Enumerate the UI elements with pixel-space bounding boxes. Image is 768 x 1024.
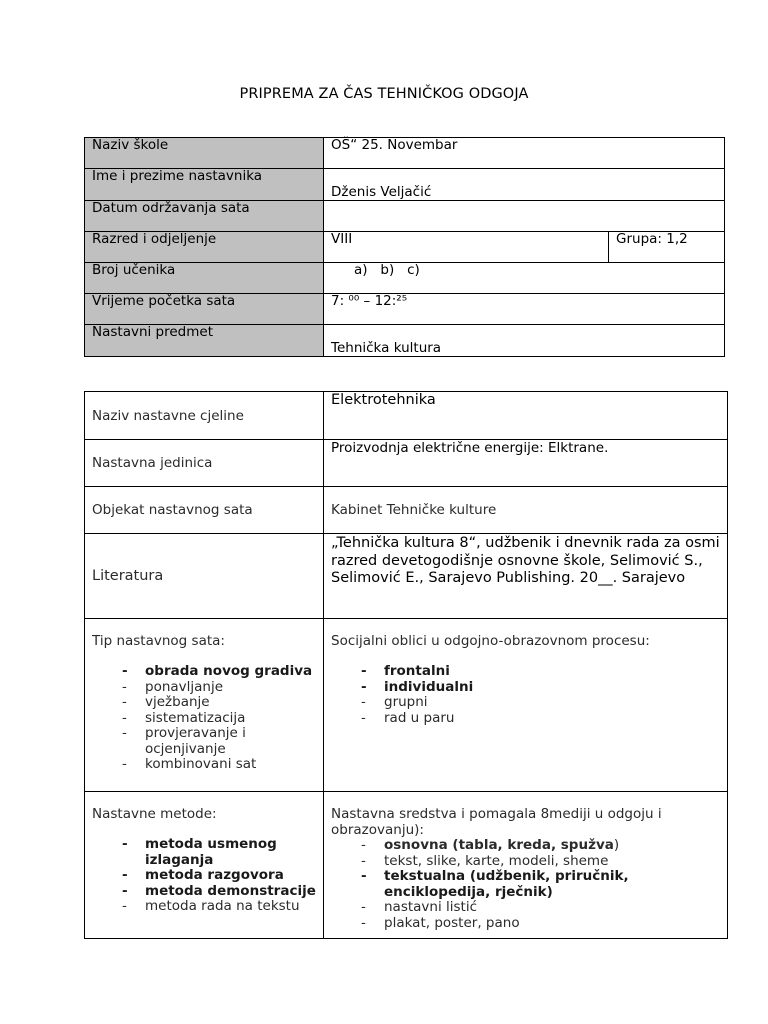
means-item-bold: osnovna (tabla, kreda, spužva <box>384 837 614 853</box>
place-value: Kabinet Tehničke kulture <box>331 502 497 518</box>
students-label: Broj učenika <box>92 262 176 278</box>
time-value: 7: ⁰⁰ – 12:²⁵ <box>331 293 408 309</box>
methods-cell <box>85 792 324 939</box>
literature-value: „Tehnička kultura 8“, udžbenik i dnevnik rada za osmi razred devetogodišnje osnovne škole, Selimović S., Selimović E., Sarajevo Publishing. 20__. Sarajevo <box>331 535 720 586</box>
table-row <box>85 487 728 534</box>
teacher-value-cell <box>324 169 725 201</box>
table-row <box>85 440 728 487</box>
topic-label: Nastavna jedinica <box>92 455 213 471</box>
time-label-cell <box>85 294 324 325</box>
list-item: - tekst, slike, karte, modeli, sheme <box>361 854 720 870</box>
teacher-label: Ime i prezime nastavnika <box>92 168 263 184</box>
list-item <box>361 838 720 854</box>
type-list <box>92 664 316 773</box>
date-label-cell <box>85 201 324 232</box>
time-value-cell <box>324 294 725 325</box>
place-label: Objekat nastavnog sata <box>92 502 253 518</box>
school-label-cell <box>85 138 324 169</box>
page-title: PRIPREMA ZA ČAS TEHNIČKOG ODGOJA <box>239 86 529 102</box>
topic-label-cell <box>85 440 324 487</box>
table-row <box>85 392 728 440</box>
list-item: - metoda razgovora <box>122 868 316 884</box>
subject-label: Nastavni predmet <box>92 324 214 340</box>
table-row <box>85 201 725 232</box>
unit-label: Naziv nastavne cjeline <box>92 407 244 424</box>
students-value-cell <box>324 263 725 294</box>
table-row <box>85 263 725 294</box>
type-cell <box>85 619 324 792</box>
students-value: a) b) c) <box>354 262 420 278</box>
table-row <box>85 232 725 263</box>
table-row <box>85 138 725 169</box>
topic-value-cell <box>324 440 728 487</box>
list-item: - kombinovani sat <box>122 757 316 773</box>
list-item: - ponavljanje <box>122 680 316 696</box>
table-row <box>85 534 728 619</box>
methods-list <box>92 837 316 915</box>
date-value-cell <box>324 201 725 232</box>
list-item: - tekstualna (udžbenik, priručnik, enciklopedija, rječnik) <box>361 869 720 900</box>
list-item: - frontalni <box>361 664 720 680</box>
teacher-label-cell <box>85 169 324 201</box>
means-list <box>331 838 720 931</box>
list-item: - metoda usmenog izlaganja <box>122 837 316 868</box>
list-item: - plakat, poster, pano <box>361 916 720 932</box>
subject-label-cell <box>85 325 324 357</box>
social-list <box>331 664 720 726</box>
group-value-cell <box>609 232 725 263</box>
list-item: - sistematizacija <box>122 711 316 727</box>
lesson-details-table <box>84 391 728 939</box>
class-value-cell <box>324 232 609 263</box>
literature-value-cell <box>324 534 728 619</box>
topic-value: Proizvodnja električne energije: Elktrane. <box>331 440 609 456</box>
means-cell <box>324 792 728 939</box>
table-row <box>85 792 728 939</box>
list-item: - obrada novog gradiva <box>122 664 316 680</box>
type-label: Tip nastavnog sata: <box>92 633 225 649</box>
teacher-value: Dženis Veljačić <box>331 184 432 200</box>
group-value: Grupa: 1,2 <box>616 231 688 247</box>
means-item-paren: ) <box>613 837 620 853</box>
table-row <box>85 619 728 792</box>
time-label: Vrijeme početka sata <box>92 293 236 309</box>
list-item: - provjeravanje i ocjenjivanje <box>122 726 316 757</box>
school-label: Naziv škole <box>92 137 169 153</box>
place-label-cell <box>85 487 324 534</box>
unit-value-cell <box>324 392 728 440</box>
subject-value-cell <box>324 325 725 357</box>
date-label: Datum održavanja sata <box>92 200 250 216</box>
class-value: VIII <box>331 231 353 247</box>
list-item: - vježbanje <box>122 695 316 711</box>
students-label-cell <box>85 263 324 294</box>
table-row <box>85 325 725 357</box>
list-item: - rad u paru <box>361 711 720 727</box>
list-item: - nastavni listić <box>361 900 720 916</box>
list-item: - metoda rada na tekstu <box>122 899 316 915</box>
list-item: - grupni <box>361 695 720 711</box>
list-item: - individualni <box>361 680 720 696</box>
general-info-table <box>84 137 725 357</box>
school-value-cell <box>324 138 725 169</box>
social-cell <box>324 619 728 792</box>
list-item: - metoda demonstracije <box>122 884 316 900</box>
unit-label-cell <box>85 392 324 440</box>
class-label-cell <box>85 232 324 263</box>
school-value: OŠ“ 25. Novembar <box>331 137 458 153</box>
literature-label-cell <box>85 534 324 619</box>
table-row <box>85 169 725 201</box>
subject-value: Tehnička kultura <box>331 340 442 356</box>
table-row <box>85 294 725 325</box>
literature-label: Literatura <box>92 568 164 584</box>
social-label: Socijalni oblici u odgojno-obrazovnom procesu: <box>331 633 650 649</box>
unit-value: Elektrotehnika <box>331 392 436 408</box>
means-label: Nastavna sredstva i pomagala 8mediji u odgoju i obrazovanju): <box>331 806 662 838</box>
methods-label: Nastavne metode: <box>92 806 217 822</box>
class-label: Razred i odjeljenje <box>92 231 217 247</box>
place-value-cell <box>324 487 728 534</box>
